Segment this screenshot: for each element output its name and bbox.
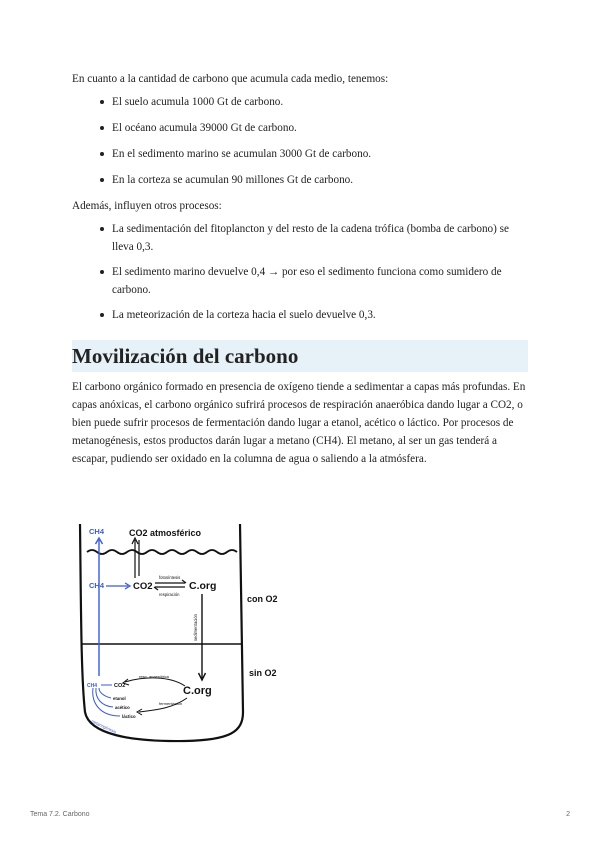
ethanol-to-ch4-arrow bbox=[99, 688, 111, 698]
ch4-top-label: CH4 bbox=[89, 527, 105, 536]
diagram-svg bbox=[75, 516, 295, 748]
carbon-mobilization-diagram bbox=[75, 516, 295, 748]
page-number: 2 bbox=[566, 811, 570, 818]
section-heading: Movilización del carbono bbox=[72, 340, 528, 372]
co2-bottom-label: CO2 bbox=[114, 683, 126, 689]
anaerobic-respiration-label: resp. anaeróbica bbox=[139, 674, 169, 679]
page-footer bbox=[30, 811, 570, 818]
list-item: En la corteza se acumulan 90 millones Gt de carbono. bbox=[72, 171, 528, 189]
ch4-bottom-label: CH4 bbox=[87, 683, 98, 689]
co2-mid-label: CO2 bbox=[133, 581, 153, 592]
c-org-mid-label: C.org bbox=[189, 580, 217, 592]
list-item: En el sedimento marino se acumulan 3000 Gt de carbono. bbox=[72, 145, 528, 163]
section-paragraph: El carbono orgánico formado en presencia de oxígeno tiende a sedimentar a capas más profundas. En capas anóxicas, el carbono orgánico sufrirá procesos de respiración anaeróbica dando lugar a CO2, o bien puede sufrir procesos de fermentación dando lugar a etanol, acético o láctico. Por procesos de metanogénesis, estos productos darán lugar a metano (CH4). El metano, al ser un gas tenderá a escapar, pudiendo ser oxidado en la columna de agua o saliendo a la atmósfera. bbox=[72, 381, 526, 465]
respiration-label: respiración bbox=[159, 592, 180, 597]
list-item: La meteorización de la corteza hacia el suelo devuelve 0,3. bbox=[72, 306, 528, 324]
photosynthesis-label: fotosíntesis bbox=[159, 575, 181, 580]
sedimentation-label: sedimentación bbox=[193, 613, 198, 641]
co2-atmosphere-label: CO2 atmosférico bbox=[129, 528, 202, 538]
fermentation-label: fermentación bbox=[159, 701, 183, 706]
list-item: El sedimento marino devuelve 0,4 → por eso el sedimento funciona como sumidero de carbono. bbox=[72, 263, 528, 299]
anaerobic-respiration-arrow bbox=[125, 678, 185, 686]
methanogenesis-label: metanogénesis bbox=[90, 718, 118, 735]
processes-list bbox=[72, 220, 528, 324]
c-org-bottom-label: C.org bbox=[183, 685, 212, 697]
list-item: La sedimentación del fitoplancton y del resto de la cadena trófica (bomba de carbono) se lleva 0,3. bbox=[72, 220, 528, 256]
ethanol-label: etanol bbox=[113, 696, 126, 701]
acetic-label: acético bbox=[115, 705, 130, 710]
water-surface bbox=[87, 550, 237, 554]
lactic-label: láctico bbox=[122, 714, 136, 719]
ch4-mid-label: CH4 bbox=[89, 581, 105, 590]
carbon-storage-list bbox=[72, 93, 528, 189]
lactic-to-ch4-arrow bbox=[93, 688, 120, 716]
with-oxygen-label: con O2 bbox=[247, 594, 278, 604]
processes-intro: Además, influyen otros procesos: bbox=[72, 200, 222, 212]
list-item: El océano acumula 39000 Gt de carbono. bbox=[72, 119, 528, 137]
intro-text: En cuanto a la cantidad de carbono que acumula cada medio, tenemos: bbox=[72, 73, 389, 85]
list-item: El suelo acumula 1000 Gt de carbono. bbox=[72, 93, 528, 111]
without-oxygen-label: sin O2 bbox=[249, 668, 277, 678]
page-body bbox=[72, 70, 528, 468]
footer-title: Tema 7.2. Carbono bbox=[30, 811, 90, 818]
